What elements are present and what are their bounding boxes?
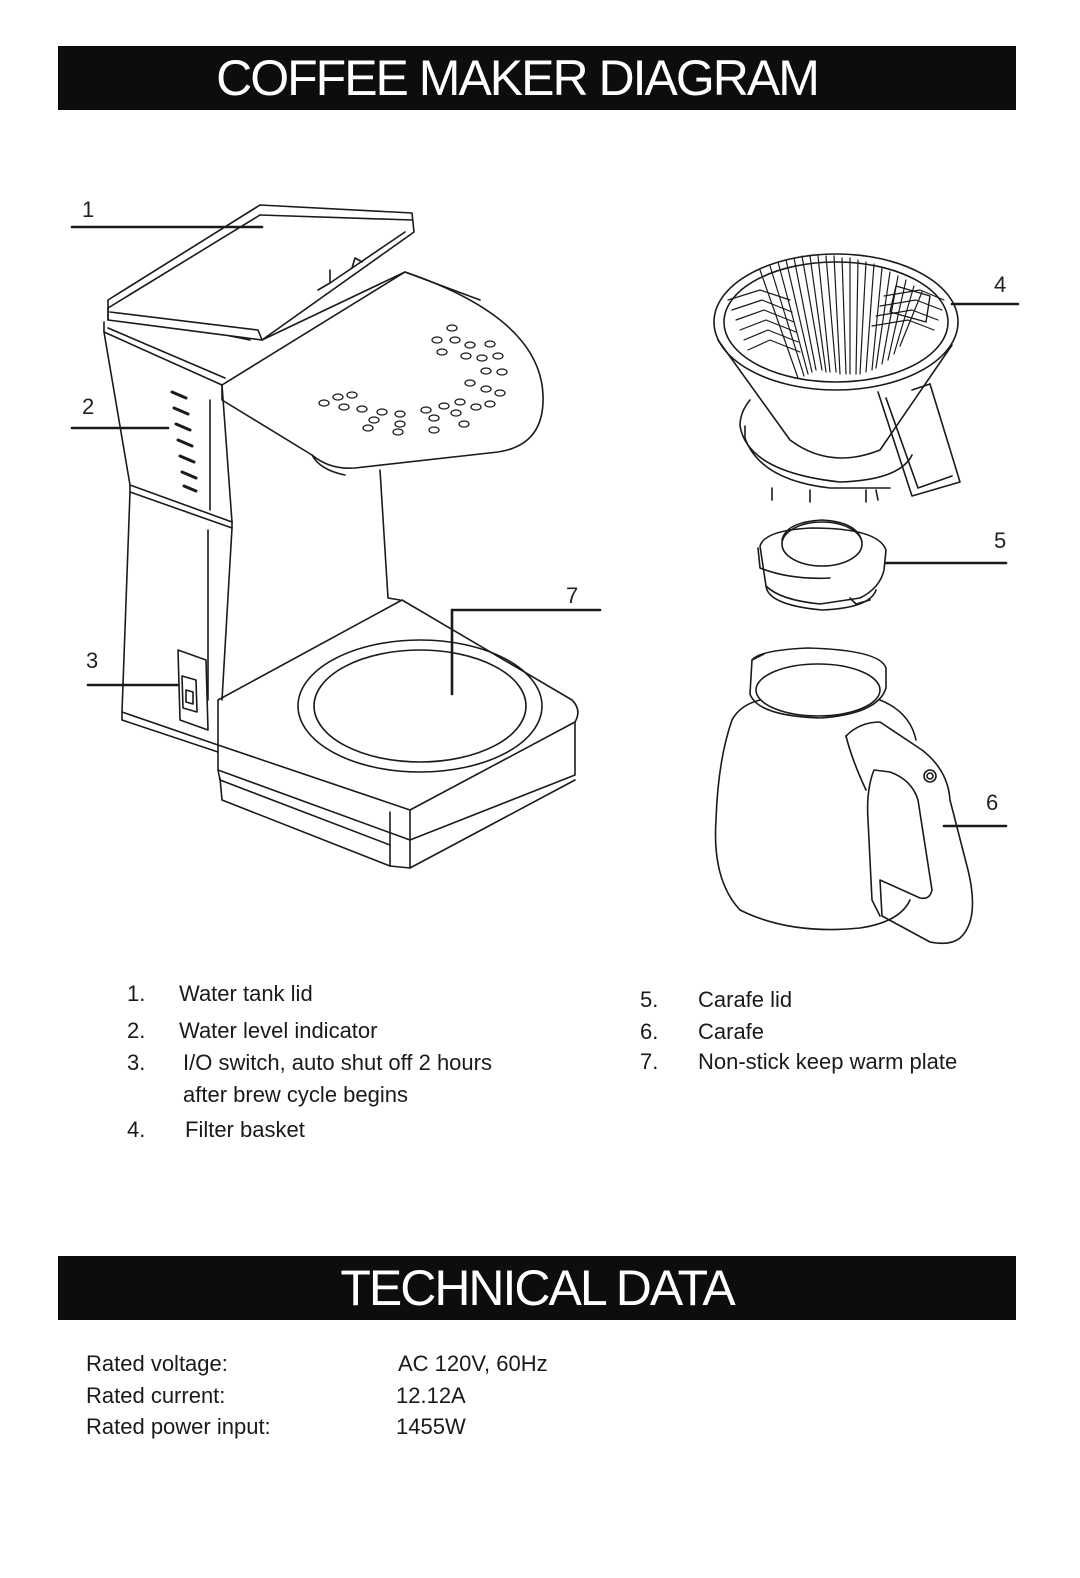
carafe-lid-drawing (758, 520, 886, 610)
spec-label-voltage: Rated voltage: (86, 1351, 228, 1376)
legend-label: Water level indicator (179, 1018, 378, 1043)
legend-number: 6. (640, 1019, 659, 1044)
callout-7: 7 (566, 583, 579, 608)
legend-label: Carafe (698, 1019, 765, 1044)
callout-2: 2 (82, 394, 95, 419)
legend-number: 7. (640, 1049, 659, 1074)
coffee-maker-illustration (0, 160, 1080, 960)
diagram-title: COFFEE MAKER DIAGRAM (216, 50, 818, 106)
technical-data-banner (58, 1256, 1016, 1320)
callout-6: 6 (986, 790, 999, 815)
callout-1: 1 (82, 197, 95, 222)
legend-number: 2. (127, 1018, 146, 1043)
legend-label: Water tank lid (179, 981, 313, 1006)
legend-number: 1. (127, 981, 146, 1006)
coffee-maker-drawing (104, 205, 578, 868)
legend-label-continued: after brew cycle begins (183, 1082, 408, 1107)
leader-lines (72, 227, 1018, 826)
spec-value-power: 1455W (396, 1414, 466, 1439)
technical-data-title: TECHNICAL DATA (340, 1260, 734, 1316)
diagram-title-banner (58, 46, 1016, 110)
legend-number: 3. (127, 1050, 146, 1075)
callout-3: 3 (86, 648, 99, 673)
callout-4: 4 (994, 272, 1007, 297)
filter-basket-drawing (714, 254, 960, 502)
callout-5: 5 (994, 528, 1007, 553)
spec-value-voltage: AC 120V, 60Hz (398, 1351, 548, 1376)
spec-value-current: 12.12A (396, 1383, 466, 1408)
carafe-drawing (716, 648, 973, 943)
legend-label: Filter basket (185, 1117, 305, 1142)
legend-number: 5. (640, 987, 659, 1012)
legend-label: Non-stick keep warm plate (698, 1049, 958, 1074)
legend-label: Carafe lid (698, 987, 793, 1012)
legend-label: I/O switch, auto shut off 2 hours (183, 1050, 492, 1075)
spec-label-current: Rated current: (86, 1383, 226, 1408)
legend-number: 4. (127, 1117, 146, 1142)
spec-label-power: Rated power input: (86, 1414, 271, 1439)
